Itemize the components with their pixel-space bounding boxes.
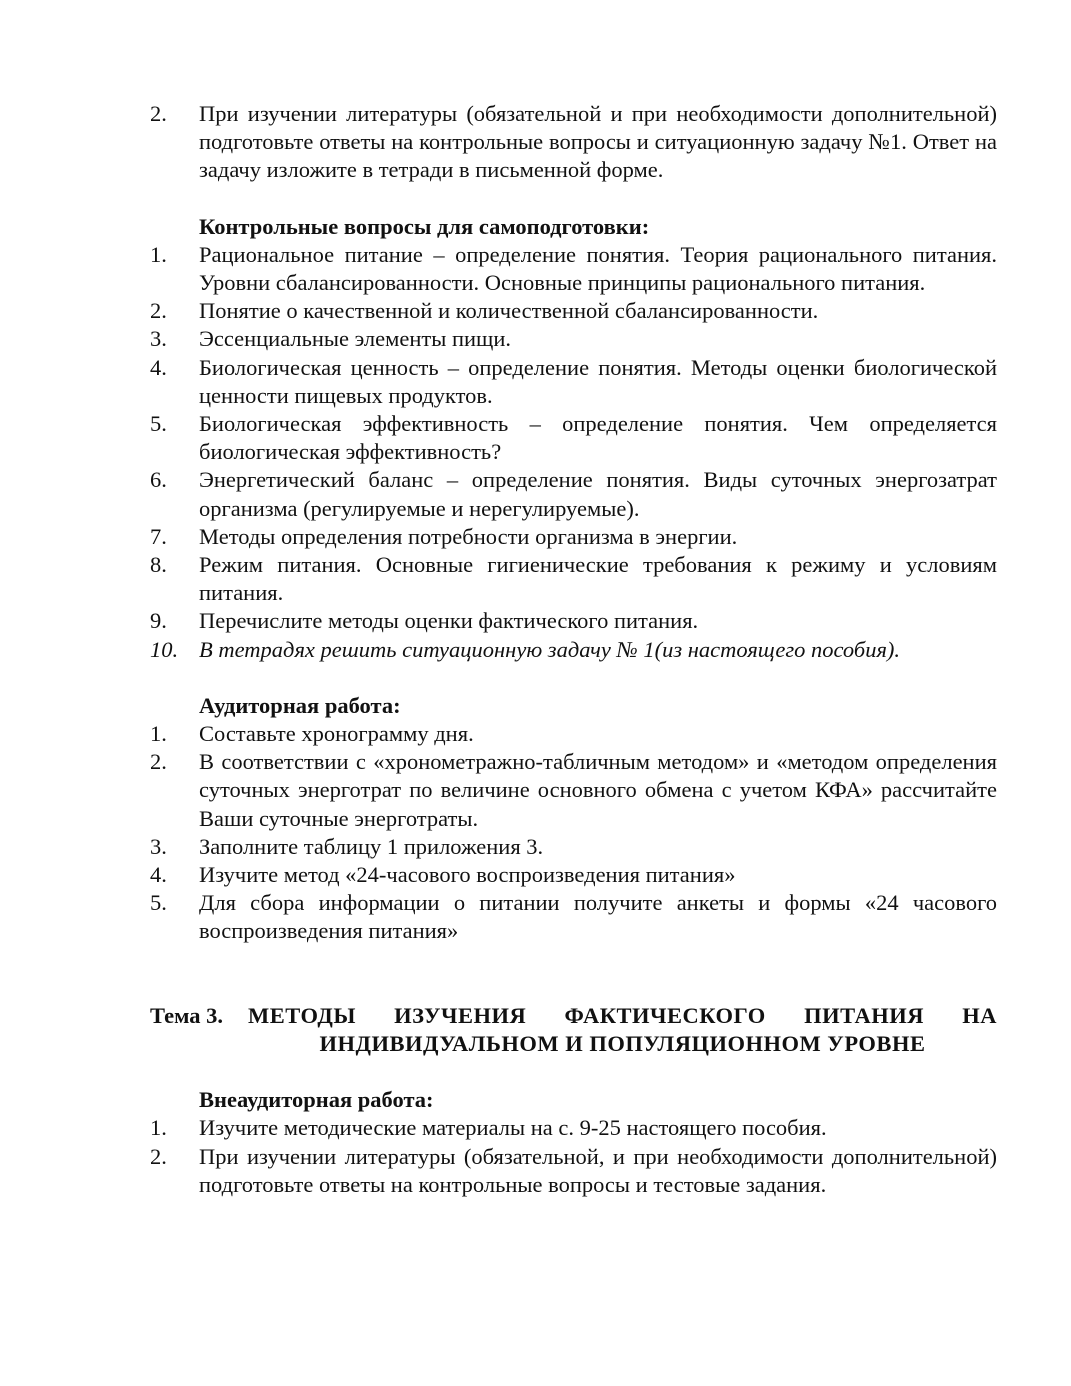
list-number: 4. [150,354,167,380]
list-item [150,551,997,607]
list-text: Изучите метод «24-часового воспроизведения питания» [199,862,736,888]
list-number: 10. [150,636,179,662]
list-item [150,241,997,297]
list-text: При изучении литературы (обязательной и при необходимости дополнительной) подготовьте ответы на контрольные вопросы и ситуационную задачу №1. Ответ на задачу изложите в тетради в письменной форме. [199,101,997,183]
list-number: 2. [150,101,167,126]
spacer [150,946,997,1002]
topic-heading [150,1002,997,1058]
list-text: В тетрадях решить ситуационную задачу № 1(из настоящего пособия). [199,636,901,662]
list-text: Для сбора информации о питании получите анкеты и формы «24 часового воспроизведения питания» [199,890,997,944]
list-item-italic [150,636,997,664]
list-text: В соответствии с «хронометражно-табличным методом» и «методом определения суточных энерготрат по величине основного обмена с учетом КФА» рассчитайте Ваши суточные энерготраты. [199,749,997,831]
list-item [150,889,997,945]
list-item [150,1143,997,1199]
list-item [150,720,997,748]
list-text: Изучите методические материалы на с. 9-25 настоящего пособия. [199,1115,827,1141]
list-number: 6. [150,467,167,493]
list-item [150,297,997,325]
list-number: 2. [150,749,167,775]
list-number: 3. [150,326,167,352]
list-item [150,410,997,466]
list-item [150,354,997,410]
list-text: Составьте хронограмму дня. [199,721,474,747]
spacer [150,185,997,213]
list-number: 2. [150,1143,167,1169]
list-text: Рациональное питание – определение понятия. Теория рационального питания. Уровни сбалансированности. Основные принципы рационального питания. [199,241,997,296]
list-text: Понятие о качественной и количественной сбалансированности. [199,298,819,324]
list-number: 5. [150,890,167,916]
list-item [150,466,997,522]
list-item [150,833,997,861]
list-number: 8. [150,552,167,578]
spacer [150,664,997,692]
list-text: Заполните таблицу 1 приложения 3. [199,833,544,859]
list-number: 4. [150,862,167,888]
topic-title: МЕТОДЫ ИЗУЧЕНИЯ ФАКТИЧЕСКОГО ПИТАНИЯ НА ИНДИВИДУАЛЬНОМ И ПОПУЛЯЦИОННОМ УРОВНЕ [248,1002,997,1056]
list-text: Энергетический баланс – определение понятия. Виды суточных энергозатрат организма (регулируемые и нерегулируемые). [199,467,997,521]
list-item [150,1114,997,1142]
section-heading-extracurricular-work: Внеаудиторная работа: [199,1087,434,1113]
list-text: Перечислите методы оценки фактического питания. [199,608,699,634]
list-text: Эссенциальные элементы пищи. [199,326,512,352]
list-number: 5. [150,411,167,437]
section-heading-classroom-work: Аудиторная работа: [199,692,401,718]
list-text: Методы определения потребности организма в энергии. [199,523,738,549]
list-item [150,748,997,833]
list-number: 1. [150,1115,167,1141]
section-heading-control-questions: Контрольные вопросы для самоподготовки: [199,213,650,239]
list-number: 1. [150,241,167,267]
spacer [150,1058,997,1086]
list-item [150,100,997,185]
list-number: 2. [150,298,167,324]
list-text: При изучении литературы (обязательной, и при необходимости дополнительной) подготовьте ответы на контрольные вопросы и тестовые задания. [199,1143,997,1197]
list-number: 1. [150,721,167,747]
list-number: 7. [150,523,167,549]
list-text: Биологическая ценность – определение понятия. Методы оценки биологической ценности пищевых продуктов. [199,354,997,408]
list-item [150,523,997,551]
list-number: 3. [150,833,167,859]
list-item [150,861,997,889]
list-item [150,607,997,635]
list-number: 9. [150,608,167,634]
list-item [150,325,997,353]
list-text: Биологическая эффективность – определение понятия. Чем определяется биологическая эффективность? [199,411,997,465]
list-text: Режим питания. Основные гигиенические требования к режиму и условиям питания. [199,552,997,606]
topic-number: Тема 3. [150,1002,224,1028]
